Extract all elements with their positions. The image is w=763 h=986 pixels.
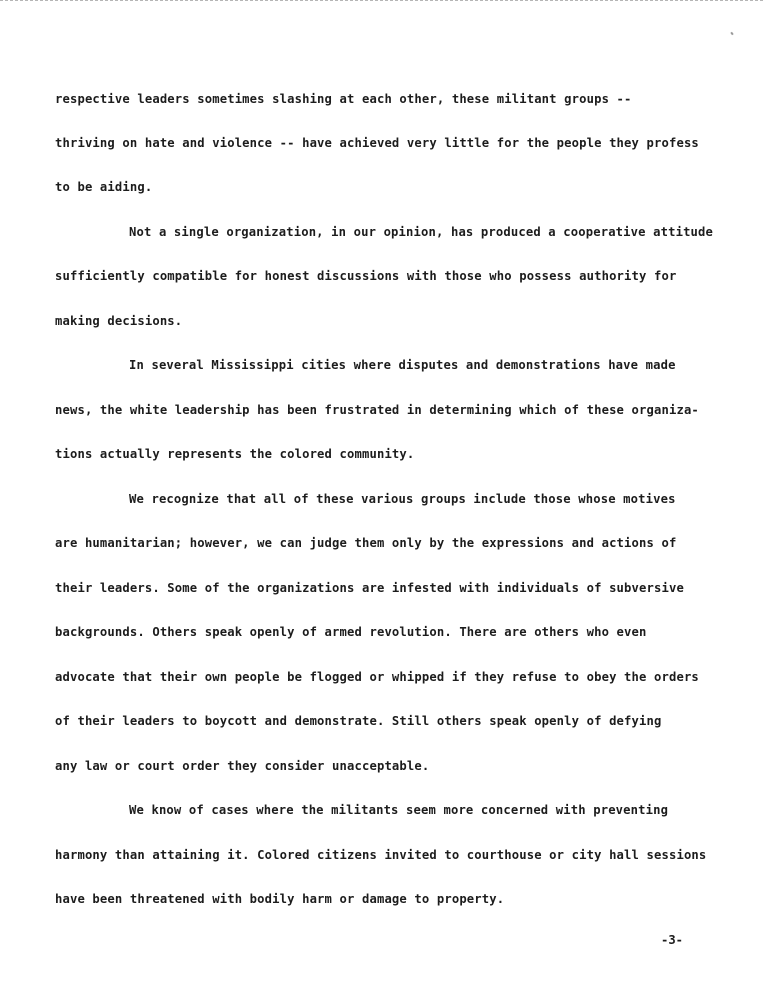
paragraph-first-line: Not a single organization, in our opinion, has produced a cooperative attitude bbox=[129, 225, 714, 239]
text-line: respective leaders sometimes slashing at each other, these militant groups -- bbox=[55, 92, 632, 106]
text-line: making decisions. bbox=[55, 314, 183, 328]
text-line: thriving on hate and violence -- have achieved very little for the people they profess bbox=[55, 136, 699, 150]
text-line: tions actually represents the colored community. bbox=[55, 447, 415, 461]
text-line: of their leaders to boycott and demonstrate. Still others speak openly of defying bbox=[55, 714, 662, 728]
paragraph-first-line: We recognize that all of these various groups include those whose motives bbox=[129, 492, 676, 506]
text-line: sufficiently compatible for honest discussions with those who possess authority for bbox=[55, 269, 677, 283]
text-line: harmony than attaining it. Colored citizens invited to courthouse or city hall sessions bbox=[55, 848, 707, 862]
text-line: advocate that their own people be flogged or whipped if they refuse to obey the orders bbox=[55, 670, 699, 684]
text-line: backgrounds. Others speak openly of armed revolution. There are others who even bbox=[55, 625, 647, 639]
text-line: any law or court order they consider unacceptable. bbox=[55, 759, 430, 773]
paragraph-first-line: In several Mississippi cities where disputes and demonstrations have made bbox=[129, 358, 676, 372]
text-line: have been threatened with bodily harm or damage to property. bbox=[55, 892, 505, 906]
page-number: -3- bbox=[661, 933, 684, 947]
text-line: news, the white leadership has been frustrated in determining which of these organiza- bbox=[55, 403, 699, 417]
text-line: to be aiding. bbox=[55, 180, 153, 194]
paragraph-first-line: We know of cases where the militants seem more concerned with preventing bbox=[129, 803, 669, 817]
text-line: are humanitarian; however, we can judge them only by the expressions and actions of bbox=[55, 536, 677, 550]
text-line: their leaders. Some of the organizations are infested with individuals of subversive bbox=[55, 581, 684, 595]
page-top-edge bbox=[0, 0, 763, 1]
scan-speck bbox=[730, 32, 733, 36]
